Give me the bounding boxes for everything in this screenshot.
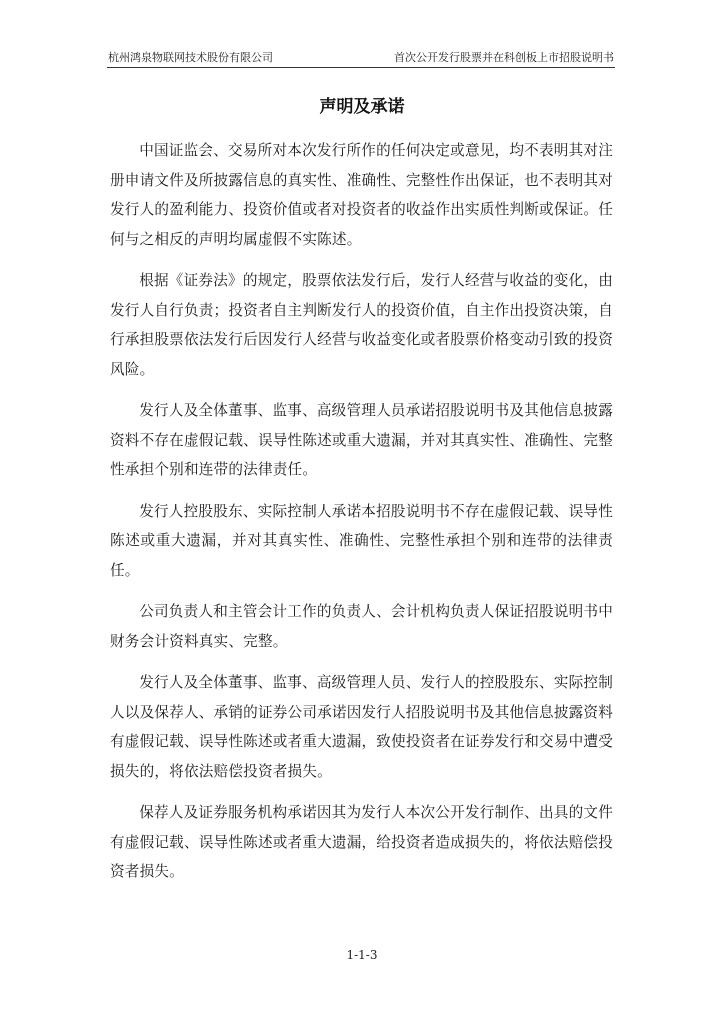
page-header [107, 51, 615, 68]
page-number: 1-1-3 [346, 948, 378, 962]
paragraph-regulator-disclaimer: 中国证监会、交易所对本次发行所作的任何决定或意见，均不表明其对注册申请文件及所披露信息的真实性、准确性、完整性作出保证，也不表明其对发行人的盈利能力、投资价值或者对投资者的收益作出实质性判断或保证。任何与之相反的声明均属虚假不实陈述。 [110, 142, 613, 248]
paragraph-sponsor-commitment: 保荐人及证券服务机构承诺因其为发行人本次公开发行制作、出具的文件有虚假记载、误导性陈述或者重大遗漏，给投资者造成损失的，将依法赔偿投资者损失。 [110, 804, 613, 880]
page-title: 声明及承诺 [319, 97, 405, 117]
paragraph-controlling-shareholder-commitment: 发行人控股股东、实际控制人承诺本招股说明书不存在虚假记载、误导性陈述或重大遗漏，并对其真实性、准确性、完整性承担个别和连带的法律责任。 [110, 502, 613, 579]
statement-body [110, 136, 613, 899]
paragraph-compensation-commitment: 发行人及全体董事、监事、高级管理人员、发行人的控股股东、实际控制人以及保荐人、承销的证券公司承诺因发行人招股说明书及其他信息披露资料有虚假记载、误导性陈述或者重大遗漏，致使投资者在证券发行和交易中遭受损失的，将依法赔偿投资者损失。 [110, 674, 613, 780]
paragraph-investment-risk: 根据《证券法》的规定，股票依法发行后，发行人经营与收益的变化，由发行人自行负责；投资者自主判断发行人的投资价值，自主作出投资决策，自行承担股票依法发行后因发行人经营与收益变化或者股票价格变动引致的投资风险。 [110, 272, 613, 378]
paragraph-financial-accuracy: 公司负责人和主管会计工作的负责人、会计机构负责人保证招股说明书中财务会计资料真实、完整。 [110, 603, 613, 650]
header-company-name: 杭州鸿泉物联网技术股份有限公司 [108, 51, 273, 64]
paragraph-directors-commitment: 发行人及全体董事、监事、高级管理人员承诺招股说明书及其他信息披露资料不存在虚假记载、误导性陈述或重大遗漏，并对其真实性、准确性、完整性承担个别和连带的法律责任。 [110, 402, 613, 478]
header-document-title: 首次公开发行股票并在科创板上市招股说明书 [394, 51, 614, 64]
